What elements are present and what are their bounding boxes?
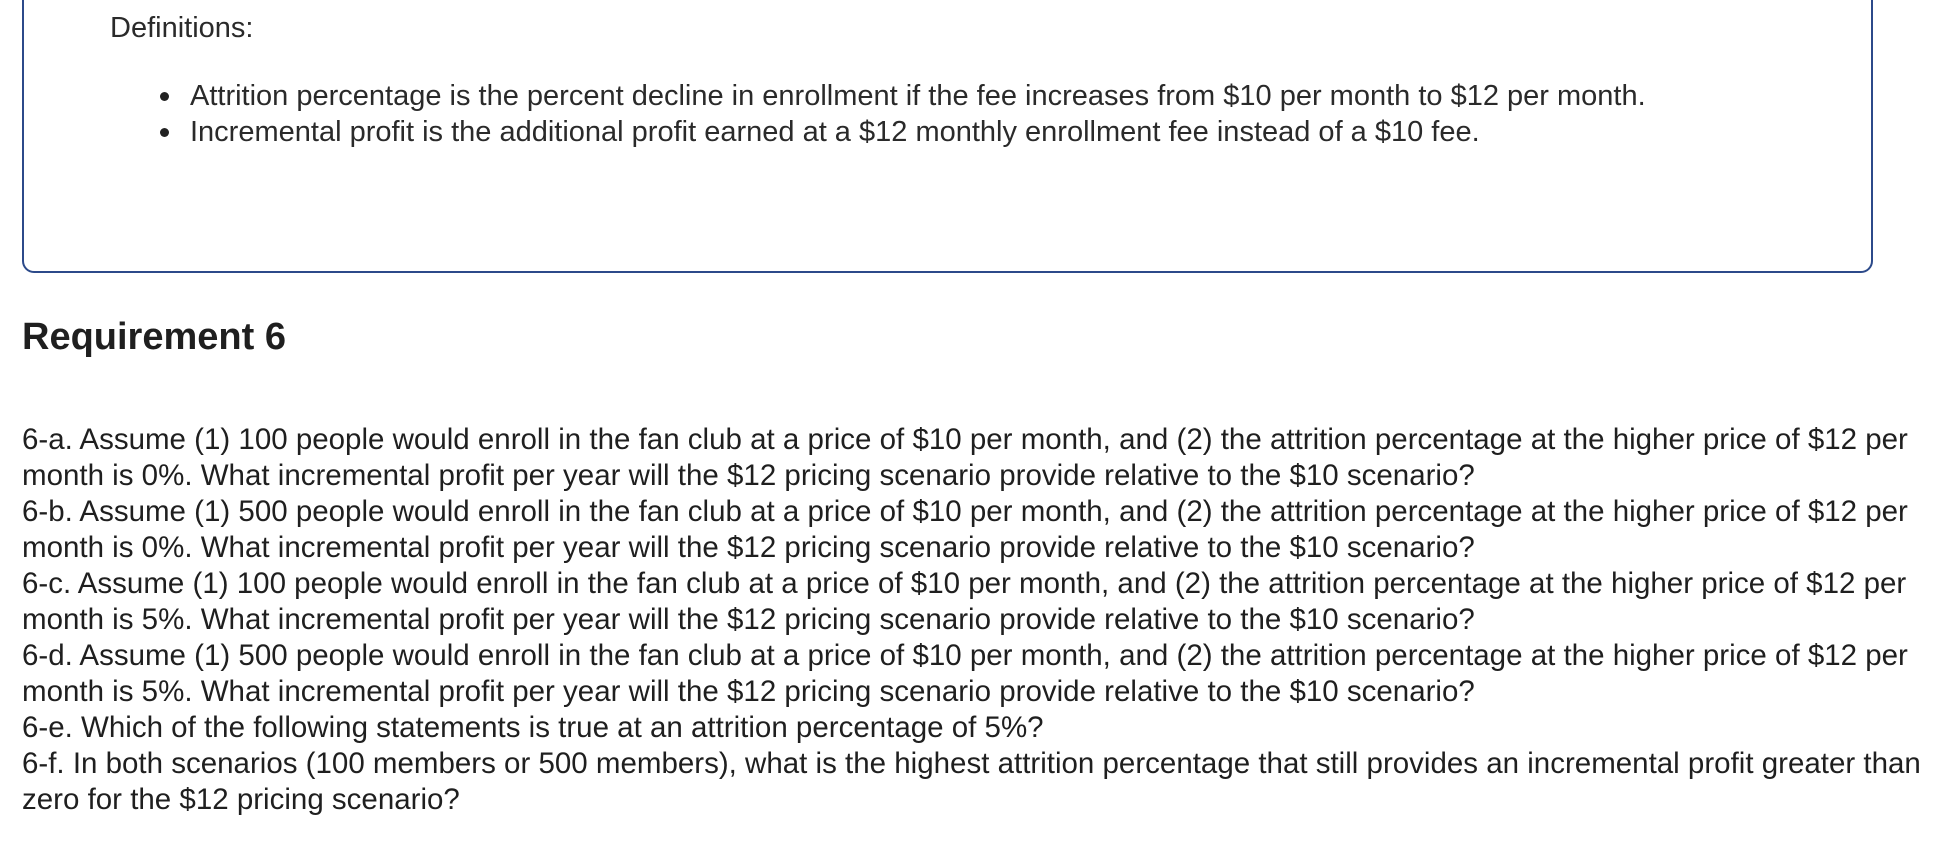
requirement-questions bbox=[22, 422, 1922, 818]
bullet-icon bbox=[160, 128, 169, 137]
requirement-heading: Requirement 6 bbox=[22, 316, 286, 358]
question-6b: 6-b. Assume (1) 500 people would enroll in the fan club at a price of $10 per month, and (2) the attrition percentage at the higher price of $12 per month is 0%. What incremental profit per year will the $12 pricing scenario provide relative to the $10 scenario? bbox=[22, 495, 1908, 564]
question-6c: 6-c. Assume (1) 100 people would enroll in the fan club at a price of $10 per month, and (2) the attrition percentage at the higher price of $12 per month is 5%. What incremental profit per year will the $12 pricing scenario provide relative to the $10 scenario? bbox=[22, 567, 1907, 636]
question-6e: 6-e. Which of the following statements is true at an attrition percentage of 5%? bbox=[22, 711, 1044, 744]
definition-text: Incremental profit is the additional profit earned at a $12 monthly enrollment fee instead of a $10 fee. bbox=[190, 116, 1480, 148]
definition-item-attrition bbox=[190, 78, 1710, 114]
question-6f: 6-f. In both scenarios (100 members or 500 members), what is the highest attrition percentage that still provides an incremental profit greater than zero for the $12 pricing scenario? bbox=[22, 747, 1921, 816]
definition-text: Attrition percentage is the percent decline in enrollment if the fee increases from $10 per month to $12 per month. bbox=[190, 80, 1646, 112]
bullet-icon bbox=[160, 92, 169, 101]
question-6a: 6-a. Assume (1) 100 people would enroll in the fan club at a price of $10 per month, and (2) the attrition percentage at the higher price of $12 per month is 0%. What incremental profit per year will the $12 pricing scenario provide relative to the $10 scenario? bbox=[22, 423, 1908, 492]
question-6d: 6-d. Assume (1) 500 people would enroll in the fan club at a price of $10 per month, and (2) the attrition percentage at the higher price of $12 per month is 5%. What incremental profit per year will the $12 pricing scenario provide relative to the $10 scenario? bbox=[22, 639, 1908, 708]
definition-item-incremental-profit bbox=[190, 114, 1710, 150]
definitions-title: Definitions: bbox=[110, 12, 254, 44]
definitions-list bbox=[190, 78, 1710, 150]
